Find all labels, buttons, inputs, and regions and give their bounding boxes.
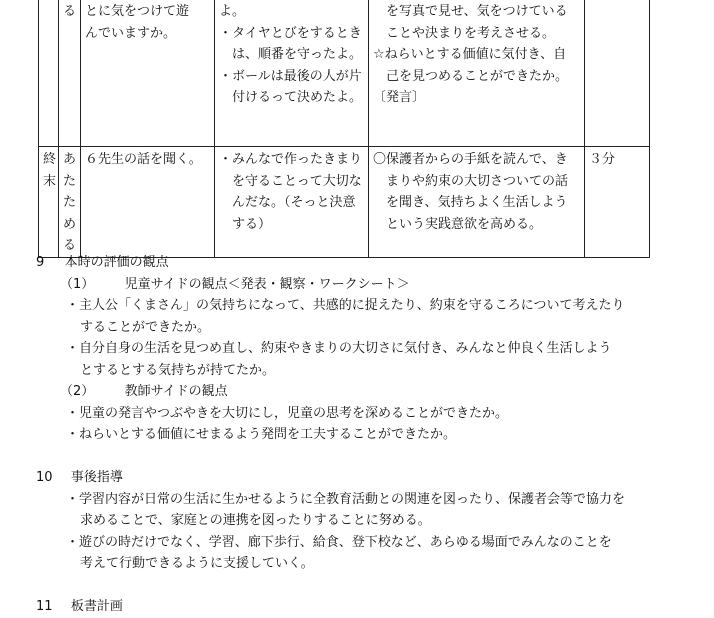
time-cell: る xyxy=(59,0,81,147)
list-item-continuation: とするとする気持ちが持てたか。 xyxy=(80,362,276,378)
table-row xyxy=(39,147,650,258)
note-line: ☆ねらいとする価値に気付き、自 xyxy=(373,47,567,62)
activity-cell xyxy=(81,0,215,147)
activity-cell xyxy=(81,147,215,258)
response-line: ・みんなで作ったきまり xyxy=(219,152,363,167)
note-line: という実践意欲を高める。 xyxy=(386,216,543,232)
response-line: する） xyxy=(232,216,272,232)
lesson-plan-table xyxy=(38,0,650,258)
list-item-continuation: 考えて行動できるように支援していく。 xyxy=(80,556,314,571)
note-line: ことや決まりを考えさせる。 xyxy=(386,25,556,41)
table-row xyxy=(39,0,650,147)
response-line: は、順番を守ったよ。 xyxy=(232,47,363,62)
list-item-continuation: することができたか。 xyxy=(80,319,211,335)
responses-cell xyxy=(215,147,369,258)
minutes-cell xyxy=(585,0,650,147)
list-item: ・遊びの時だけでなく、学習、廊下歩行、給食、登下校など、あらゆる場面でみんなのことを xyxy=(66,534,612,550)
time-cell: あ た た め る xyxy=(59,147,81,258)
subsection-heading: （1） 児童サイドの観点＜発表・観察・ワークシート＞ xyxy=(60,276,410,292)
note-line: を聞き、気持ちよく生活しよう xyxy=(386,195,568,210)
response-line: よ。 xyxy=(219,4,246,19)
list-item: ・自分自身の生活を見つめ直し、約束やきまりの大切さに気付き、みんなと仲良く生活しよう xyxy=(66,341,612,356)
list-item-continuation: 求めることで、家庭との連携を図ったりすることに努める。 xyxy=(80,513,431,528)
response-line: ・タイヤとびをするとき xyxy=(219,25,362,41)
notes-cell xyxy=(369,147,585,258)
section-heading: 11 板書計画 xyxy=(36,599,123,614)
response-line: んだな。（そっと決意 xyxy=(232,195,356,210)
note-line: 己を見つめることができたか。 xyxy=(386,68,569,84)
list-item: ・ねらいとする価値にせまるよう発問を工夫することができたか。 xyxy=(66,427,457,442)
activity-line: んでいますか。 xyxy=(85,25,177,41)
note-line: 〔発言〕 xyxy=(373,90,426,105)
response-line: を守ることって大切な xyxy=(232,173,362,189)
notes-cell xyxy=(369,0,585,147)
responses-cell xyxy=(215,0,369,147)
activity-line: ６先生の話を聞く。 xyxy=(85,152,202,167)
list-item: ・児童の発言やつぶやきを大切にし，児童の思考を深めることができたか。 xyxy=(66,405,509,421)
response-line: 付けるって決めたよ。 xyxy=(232,90,363,105)
list-item: ・学習内容が日常の生活に生かせるように全教育活動との関連を図ったり、保護者会等で協力を xyxy=(66,491,626,507)
section-heading: 9 本時の評価の観点 xyxy=(36,255,169,270)
section-heading: 10 事後指導 xyxy=(36,470,123,485)
note-line: を写真で見せ、気をつけている xyxy=(386,4,568,19)
stage-cell: 終 末 xyxy=(39,147,59,258)
note-line: 〇保護者からの手紙を読んで、き xyxy=(373,152,568,167)
document-body xyxy=(36,252,696,618)
note-line: まりや約束の大切さついての話 xyxy=(386,173,569,189)
stage-cell xyxy=(39,0,59,147)
response-line: ・ボールは最後の人が片 xyxy=(219,68,362,84)
minutes-cell: ３分 xyxy=(585,147,650,258)
list-item: ・主人公「くまさん」の気持ちになって、共感的に捉えたり、約束を守るころについて考えたり xyxy=(66,298,625,313)
activity-line: とに気をつけて遊 xyxy=(85,4,190,19)
subsection-heading: （2） 教師サイドの観点 xyxy=(60,384,228,399)
